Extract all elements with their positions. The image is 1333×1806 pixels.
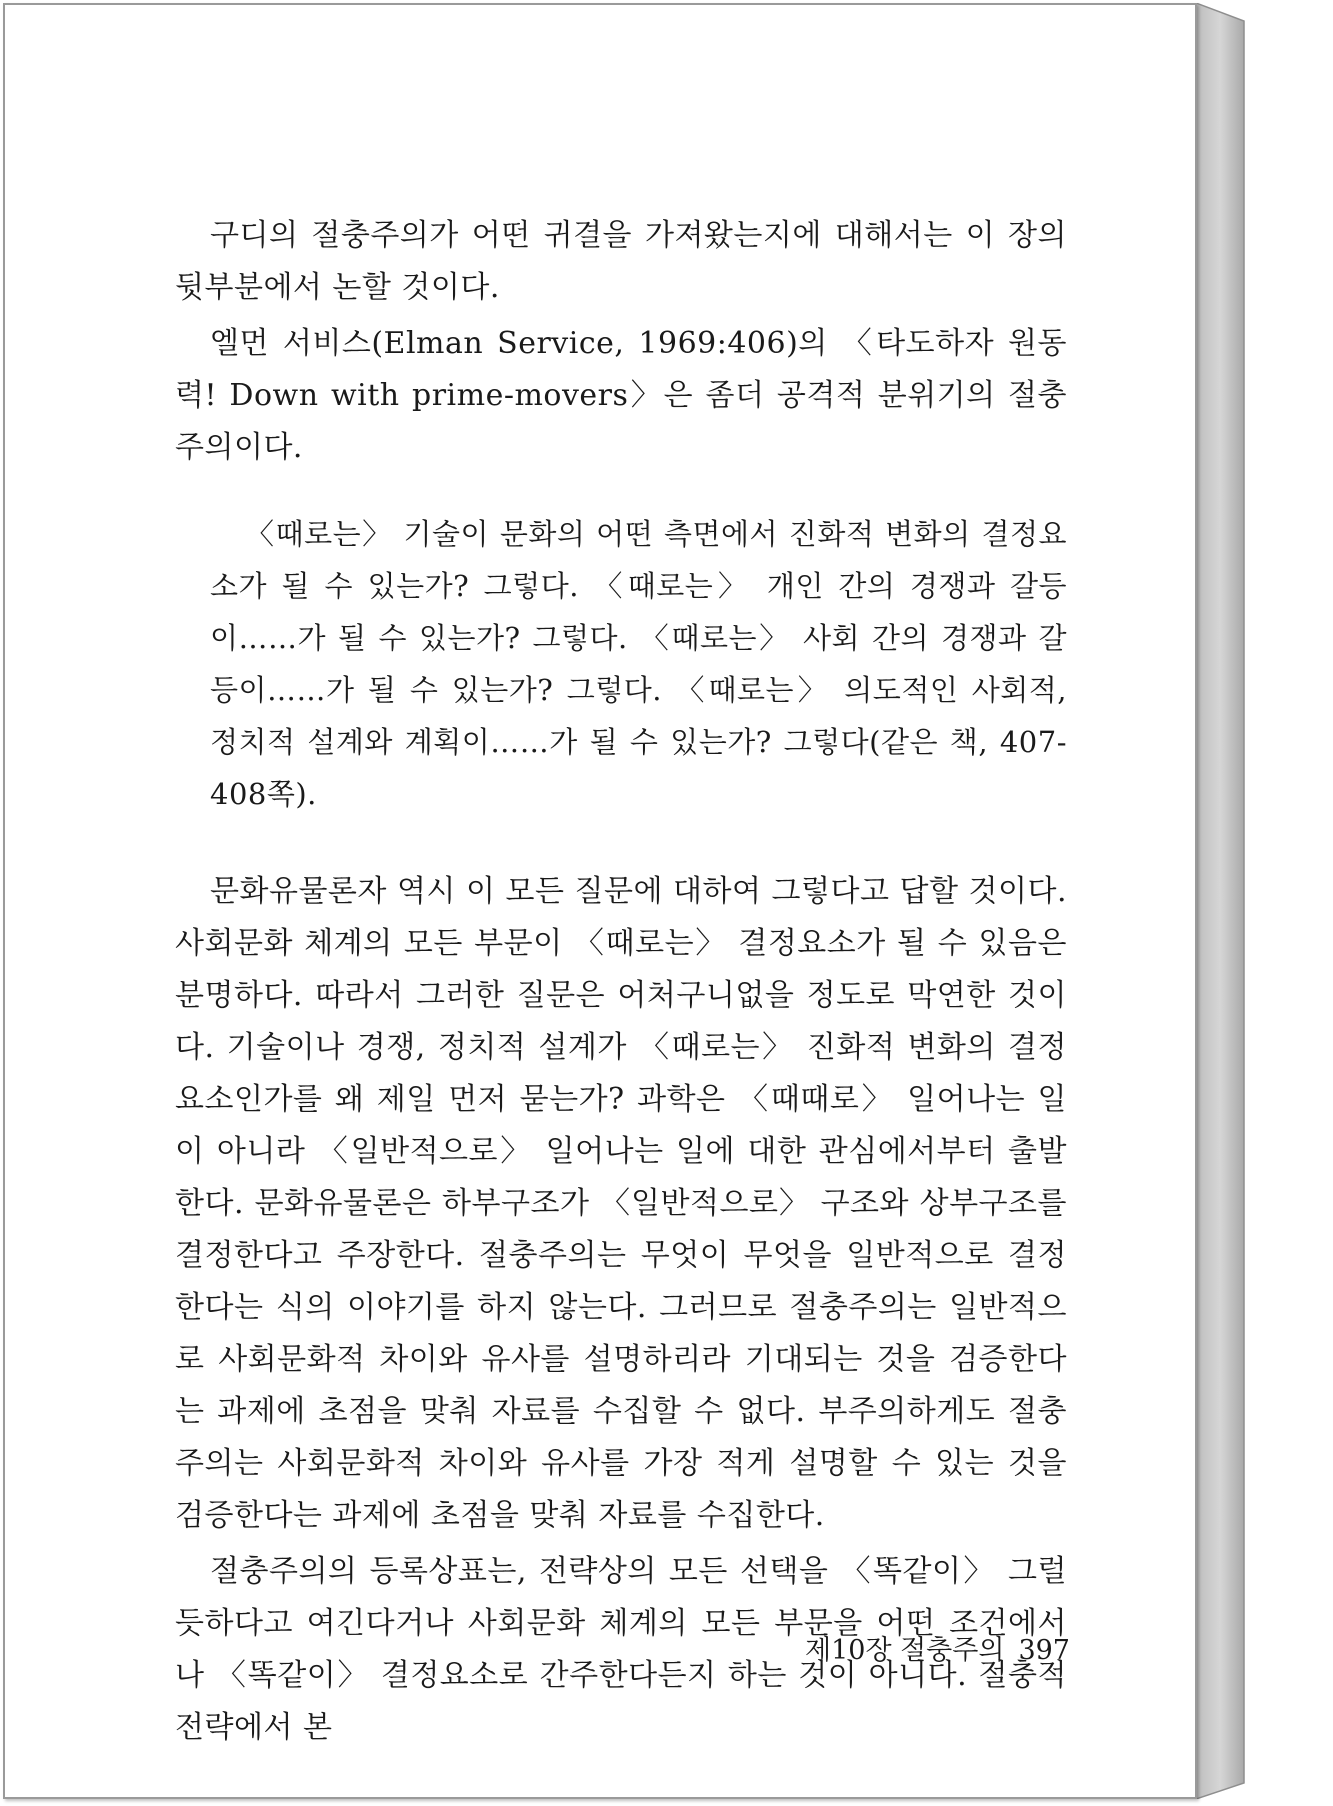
paragraph-3: 문화유물론자 역시 이 모든 질문에 대하여 그렇다고 답할 것이다. 사회문화 체계의 모든 부문이 〈때로는〉 결정요소가 될 수 있음은 분명하다. 따라서 그러한 질문은 어처구니없을 정도로 막연한 것이다. 기술이나 경쟁, 정치적 설계가 〈때로는〉 진화적 변화의 결정요소인가를 왜 제일 먼저 묻는가? 과학은 〈때때로〉 일어나는 일이 아니라 〈일반적으로〉 일어나는 일에 대한 관심에서부터 출발한다. 문화유물론은 하부구조가 〈일반적으로〉 구조와 상부구조를 결정한다고 주장한다. 절충주의는 무엇이 무엇을 일반적으로 결정한다는 식의 이야기를 하지 않는다. 그러므로 절충주의는 일반적으로 사회문화적 차이와 유사를 설명하리라 기대되는 것을 검증한다는 과제에 초점을 맞춰 자료를 수집할 수 없다. 부주의하게도 절충주의는 사회문화적 차이와 유사를 가장 적게 설명할 수 있는 것을 검증한다는 과제에 초점을 맞춰 자료를 수집한다. [175, 874, 1067, 1533]
paragraph-2: 엘먼 서비스(Elman Service, 1969:406)의 〈타도하자 원동력! Down with prime-movers〉은 좀더 공격적 분위기의 절충주의이다. [175, 326, 1067, 465]
running-footer [805, 1628, 1070, 1667]
book-page [3, 3, 1197, 1799]
paragraph-4: 절충주의의 등록상표는, 전략상의 모든 선택을 〈똑같이〉 그럴 듯하다고 여긴다거나 사회문화 체계의 모든 부문을 어떤 조건에서나 〈똑같이〉 결정요소로 간주한다든지 하는 것이 아니다. 절충적 전략에서 본 [175, 1554, 1067, 1745]
page-number: 397 [1018, 1635, 1070, 1666]
footer-chapter-title: 제10장 절충주의 [805, 1635, 1005, 1666]
book-edge-decoration [1196, 3, 1248, 1799]
page-text-block [175, 210, 1067, 1754]
block-quote: 〈때로는〉 기술이 문화의 어떤 측면에서 진화적 변화의 결정요소가 될 수 있는가? 그렇다. 〈때로는〉 개인 간의 경쟁과 갈등이……가 될 수 있는가? 그렇다. 〈때로는〉 사회 간의 경쟁과 갈등이……가 될 수 있는가? 그렇다. 〈때로는〉 의도적인 사회적, 정치적 설계와 계획이……가 될 수 있는가? 그렇다(같은 책, 407-408쪽). [210, 517, 1067, 811]
paragraph-1: 구디의 절충주의가 어떤 귀결을 가져왔는지에 대해서는 이 장의 뒷부분에서 논할 것이다. [175, 218, 1067, 305]
